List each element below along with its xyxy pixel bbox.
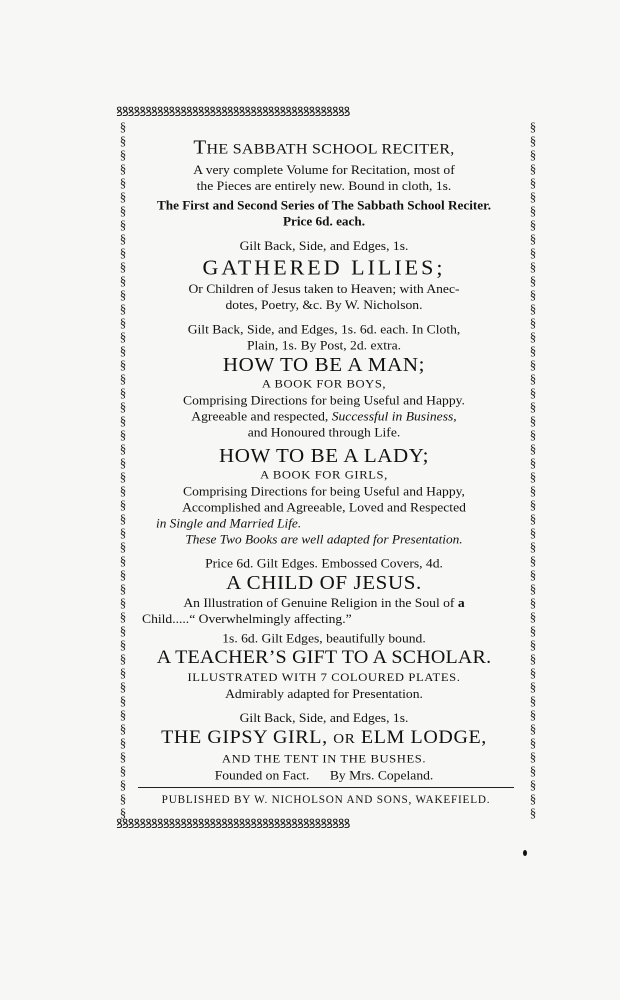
lilies-description: Or Children of Jesus taken to Heaven; with Anec- — [188, 281, 460, 296]
presentation-note: These Two Books are well adapted for Presentation. — [185, 532, 463, 547]
ornament-border-top: ꝸꝸꝸꝸꝸꝸꝸꝸꝸꝸꝸꝸꝸꝸꝸꝸꝸꝸꝸꝸꝸꝸꝸꝸꝸꝸꝸꝸꝸꝸꝸꝸꝸꝸꝸꝸꝸꝸꝸꝸ — [116, 104, 350, 119]
gipsy-subtitle: AND THE TENT IN THE BUSHES. — [221, 752, 427, 766]
teacher-price: 1s. 6d. Gilt Edges, beautifully bound. — [222, 631, 426, 646]
ink-speck — [523, 850, 527, 856]
title-how-to-be-a-lady: HOW TO BE A LADY; — [218, 443, 430, 467]
title-how-to-be-a-man: HOW TO BE A MAN; — [222, 353, 426, 376]
reciter-series-price: Price 6d. each. — [282, 214, 366, 229]
man-price: Gilt Back, Side, and Edges, 1s. 6d. each. In Cloth, — [187, 322, 461, 337]
teacher-illustrated: ILLUSTRATED WITH 7 COLOURED PLATES. — [187, 670, 461, 684]
title-a-child-of-jesus: A CHILD OF JESUS. — [226, 571, 422, 594]
man-description: and Honoured through Life. — [247, 425, 401, 440]
ornament-border-right: § § § § § § § § § § § § § § § § § § § § § § § § § § § § § § § § § § § § § § § § § § § § § § § § § § — [529, 120, 537, 820]
title-gipsy-girl: THE GIPSY GIRL, OR ELM LODGE, — [161, 726, 487, 748]
reciter-series: The First and Second Series of The Sabbath School Reciter. — [156, 198, 492, 213]
publisher-divider — [138, 787, 514, 788]
child-description: An Illustration of Genuine Religion in the Soul of a — [183, 595, 465, 610]
child-description: Child.....“ Overwhelmingly affecting.” — [142, 611, 352, 626]
man-description: Agreeable and respected, Successful in Business, — [191, 409, 457, 424]
man-description: Comprising Directions for being Useful and Happy. — [183, 393, 465, 408]
gipsy-price: Gilt Back, Side, and Edges, 1s. — [239, 711, 409, 726]
publisher-line: PUBLISHED BY W. NICHOLSON AND SONS, WAKEFIELD. — [161, 794, 491, 806]
man-subtitle: A BOOK FOR BOYS, — [261, 377, 387, 391]
title-sabbath-school-reciter: THE SABBATH SCHOOL RECITER, — [193, 135, 455, 159]
title-teachers-gift: A TEACHER’S GIFT TO A SCHOLAR. — [156, 647, 492, 668]
lilies-price: Gilt Back, Side, and Edges, 1s. — [239, 238, 409, 253]
teacher-description: Admirably adapted for Presentation. — [225, 686, 423, 701]
advertisement-list — [138, 131, 510, 783]
lilies-description: dotes, Poetry, &c. By W. Nicholson. — [225, 297, 423, 312]
lady-subtitle: A BOOK FOR GIRLS, — [260, 468, 388, 482]
lady-description: Comprising Directions for being Useful and Happy, — [183, 484, 465, 499]
child-price: Price 6d. Gilt Edges. Embossed Covers, 4d. — [205, 556, 443, 571]
lady-description: Accomplished and Agreeable, Loved and Respected — [182, 500, 466, 515]
reciter-description: A very complete Volume for Recitation, most of — [193, 162, 455, 177]
reciter-description: the Pieces are entirely new. Bound in cloth, 1s. — [196, 178, 452, 193]
lady-description: in Single and Married Life. — [156, 516, 302, 531]
gipsy-description: Founded on Fact. By Mrs. Copeland. — [214, 768, 434, 783]
man-price: Plain, 1s. By Post, 2d. extra. — [246, 338, 402, 353]
title-gathered-lilies: GATHERED LILIES; — [202, 255, 446, 280]
ornament-border-bottom: ꝸꝸꝸꝸꝸꝸꝸꝸꝸꝸꝸꝸꝸꝸꝸꝸꝸꝸꝸꝸꝸꝸꝸꝸꝸꝸꝸꝸꝸꝸꝸꝸꝸꝸꝸꝸꝸꝸꝸꝸ — [116, 816, 350, 831]
ornament-border-left: § § § § § § § § § § § § § § § § § § § § § § § § § § § § § § § § § § § § § § § § § § § § § § § § § § — [119, 120, 127, 820]
